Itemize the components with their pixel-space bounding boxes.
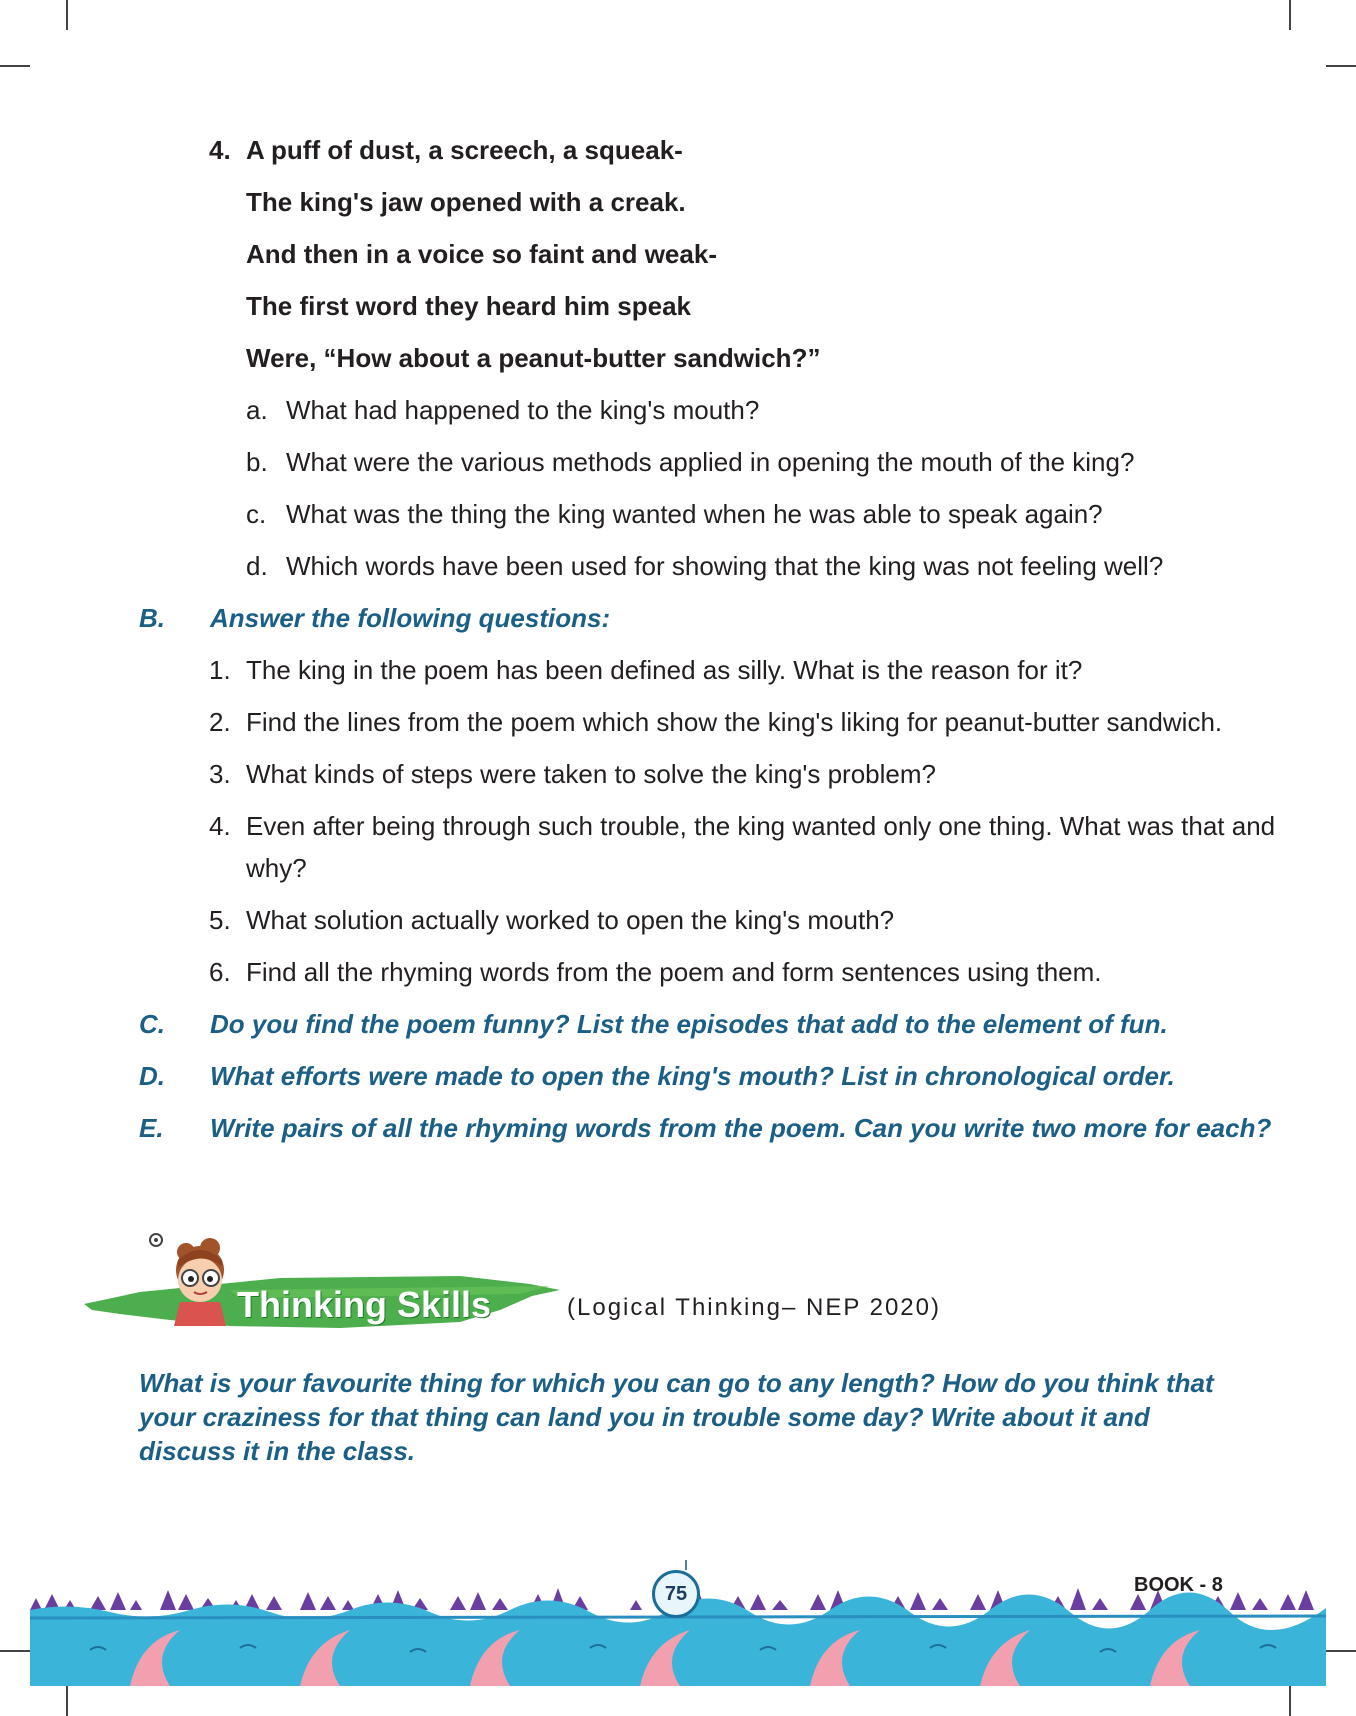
thinking-prompt: What is your favourite thing for which you can go to any length? How do you think that your craziness for that thing can land you in trouble some day? Write about it and discuss it in the class. xyxy=(139,1368,1214,1466)
question-label: 1. xyxy=(209,655,231,685)
thinking-skills-title: Thinking Skills xyxy=(237,1284,492,1325)
thinking-skills-subtitle: (Logical Thinking– NEP 2020) xyxy=(567,1294,941,1321)
question-text: What solution actually worked to open the king's mouth? xyxy=(246,905,895,935)
question-text: What had happened to the king's mouth? xyxy=(286,395,760,425)
crop-mark xyxy=(1289,0,1291,30)
poem-line: A puff of dust, a screech, a squeak- xyxy=(246,135,683,165)
crop-mark xyxy=(66,0,68,30)
question-text: Even after being through such trouble, the king wanted only one thing. What was that and xyxy=(246,811,1276,841)
crop-mark xyxy=(0,65,30,67)
poem-line: The first word they heard him speak xyxy=(246,291,691,321)
passage-number: 4. xyxy=(209,135,231,165)
question-label: 4. xyxy=(209,811,231,841)
question-text: What were the various methods applied in opening the mouth of the king? xyxy=(286,447,1135,477)
question-label: c. xyxy=(246,499,267,529)
crop-mark xyxy=(1326,65,1356,67)
question-label: b. xyxy=(246,447,268,477)
poem-line: The king's jaw opened with a creak. xyxy=(246,187,686,217)
question-text: Find all the rhyming words from the poem and form sentences using them. xyxy=(246,957,1102,987)
book-label: BOOK - 8 xyxy=(1134,1574,1223,1596)
crop-mark xyxy=(66,1686,68,1716)
question-text: Find the lines from the poem which show the king's liking for peanut-butter sandwich. xyxy=(246,707,1223,737)
poem-line: And then in a voice so faint and weak- xyxy=(246,239,717,269)
crop-mark xyxy=(1289,1686,1291,1716)
question-text: What kinds of steps were taken to solve the king's problem? xyxy=(246,759,936,789)
page-number: 75 xyxy=(652,1570,700,1618)
section-heading: Answer the following questions: xyxy=(210,603,611,633)
question-label: a. xyxy=(246,395,268,425)
poem-line: Were, “How about a peanut-butter sandwich?” xyxy=(246,343,821,373)
section-letter: E. xyxy=(139,1113,164,1143)
section-text: What efforts were made to open the king's mouth? List in chronological order. xyxy=(210,1061,1175,1091)
question-text: Which words have been used for showing that the king was not feeling well? xyxy=(286,551,1164,581)
question-label: 6. xyxy=(209,957,231,987)
section-text: Do you find the poem funny? List the episodes that add to the element of fun. xyxy=(210,1009,1168,1039)
section-text: Write pairs of all the rhyming words from the poem. Can you write two more for each? xyxy=(210,1113,1272,1143)
crop-mark xyxy=(0,1650,30,1652)
question-label: 3. xyxy=(209,759,231,789)
question-label: 5. xyxy=(209,905,231,935)
crop-mark xyxy=(1326,1650,1356,1652)
section-letter: B. xyxy=(139,603,165,633)
umbrella-icon xyxy=(670,1560,702,1570)
question-label: 2. xyxy=(209,707,231,737)
question-text: What was the thing the king wanted when he was able to speak again? xyxy=(286,499,1103,529)
section-letter: C. xyxy=(139,1009,165,1039)
question-label: d. xyxy=(246,551,268,581)
section-letter: D. xyxy=(139,1061,165,1091)
question-text-continued: why? xyxy=(246,853,307,883)
question-text: The king in the poem has been defined as silly. What is the reason for it? xyxy=(246,655,1083,685)
